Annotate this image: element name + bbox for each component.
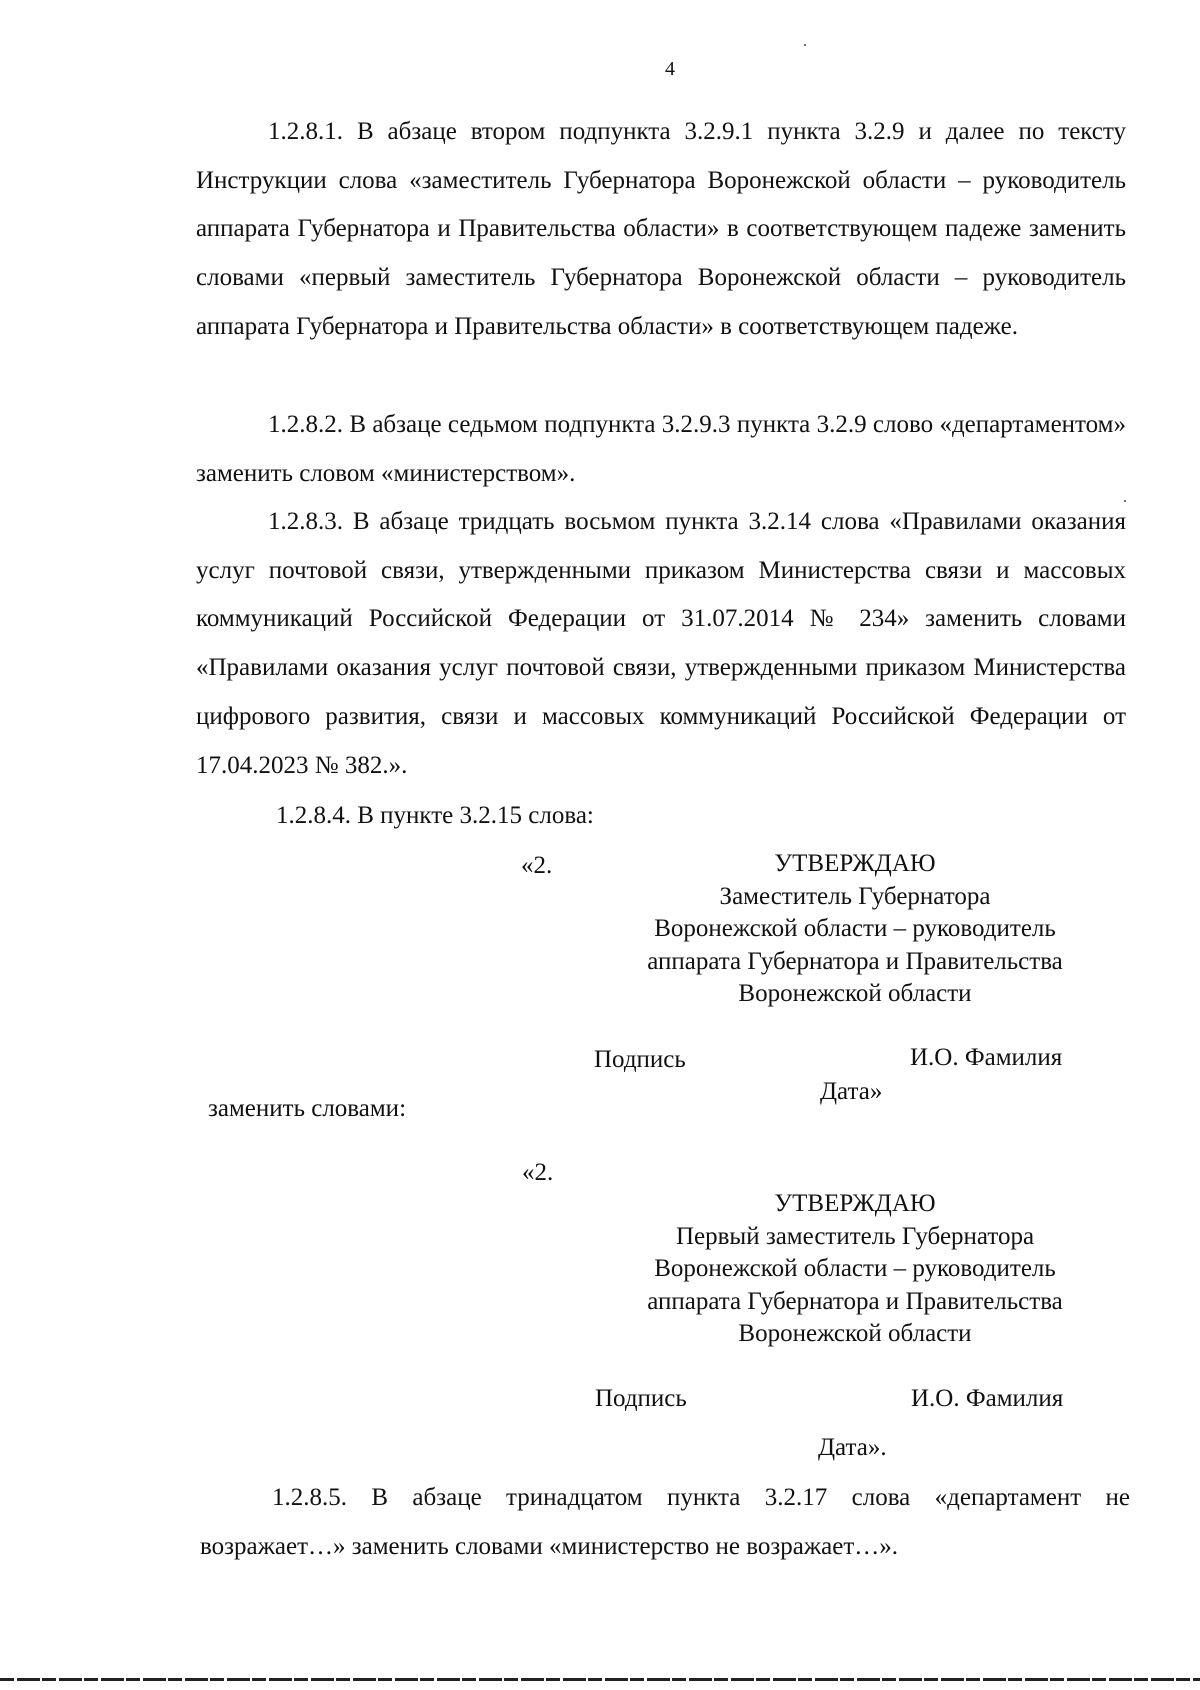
new-position-line: Воронежской области – руководитель xyxy=(654,1255,1056,1282)
old-position-line: Заместитель Губернатора xyxy=(719,882,991,910)
scan-speck xyxy=(804,44,806,46)
old-block-number: «2. xyxy=(521,852,553,879)
new-approve-heading: УТВЕРЖДАЮ xyxy=(774,1190,936,1217)
new-position-line: Первый заместитель Губернатора xyxy=(675,1222,1035,1250)
old-position-line: Воронежской области – руководитель xyxy=(654,915,1056,942)
old-approval-block xyxy=(600,848,1110,1011)
old-signature-label: Подпись xyxy=(594,1046,686,1073)
new-approval-block xyxy=(600,1188,1110,1351)
old-position-line: аппарата Губернатора и Правительства xyxy=(647,947,1063,975)
old-approve-heading: УТВЕРЖДАЮ xyxy=(774,850,936,877)
scan-bottom-edge xyxy=(0,1678,1200,1681)
old-position-line: Воронежской области xyxy=(738,980,972,1007)
paragraph-1-2-8-4: 1.2.8.4. В пункте 3.2.15 слова: xyxy=(276,802,594,829)
new-position-line: аппарата Губернатора и Правительства xyxy=(647,1287,1063,1315)
page-number: 4 xyxy=(665,58,675,80)
new-signature-label: Подпись xyxy=(595,1385,687,1412)
old-date-label: Дата» xyxy=(820,1078,883,1105)
new-position-line: Воронежской области xyxy=(738,1320,972,1347)
old-name-label: И.О. Фамилия xyxy=(910,1044,1063,1071)
new-date-label: Дата». xyxy=(818,1434,887,1461)
paragraph-1-2-8-2: 1.2.8.2. В абзаце седьмом подпункта 3.2.9.3 пункта 3.2.9 слово «департаментом» заменить словом «министерством». xyxy=(196,411,1126,487)
paragraph-1-2-8-3: 1.2.8.3. В абзаце тридцать восьмом пункта 3.2.14 слова «Правилами оказания услуг почтовой связи, утвержденными приказом Министерства связи и массовых коммуникаций Российской Федерации от 31.07.2014 № 234» заменить словами «Правилами оказания услуг почтовой связи, утвержденными приказом Министерства цифрового развития, связи и массовых коммуникаций Российской Федерации от 17.04.2023 № 382.». xyxy=(196,508,1126,779)
new-block-number: «2. xyxy=(522,1159,554,1186)
paragraph-1-2-8-1: 1.2.8.1. В абзаце втором подпункта 3.2.9.1 пункта 3.2.9 и далее по тексту Инструкции слова «заместитель Губернатора Воронежской области – руководитель аппарата Губернатора и Правительства области» в соответствующем падеже заменить словами «первый заместитель Губернатора Воронежской области – руководитель аппарата Губернатора и Правительства области» в соответствующем падеже. xyxy=(196,118,1126,340)
replace-label: заменить словами: xyxy=(208,1095,407,1122)
new-name-label: И.О. Фамилия xyxy=(911,1385,1064,1412)
paragraph-1-2-8-5: 1.2.8.5. В абзаце тринадцатом пункта 3.2.17 слова «департамент не возражает…» заменить словами «министерство не возражает…». xyxy=(200,1484,1130,1560)
